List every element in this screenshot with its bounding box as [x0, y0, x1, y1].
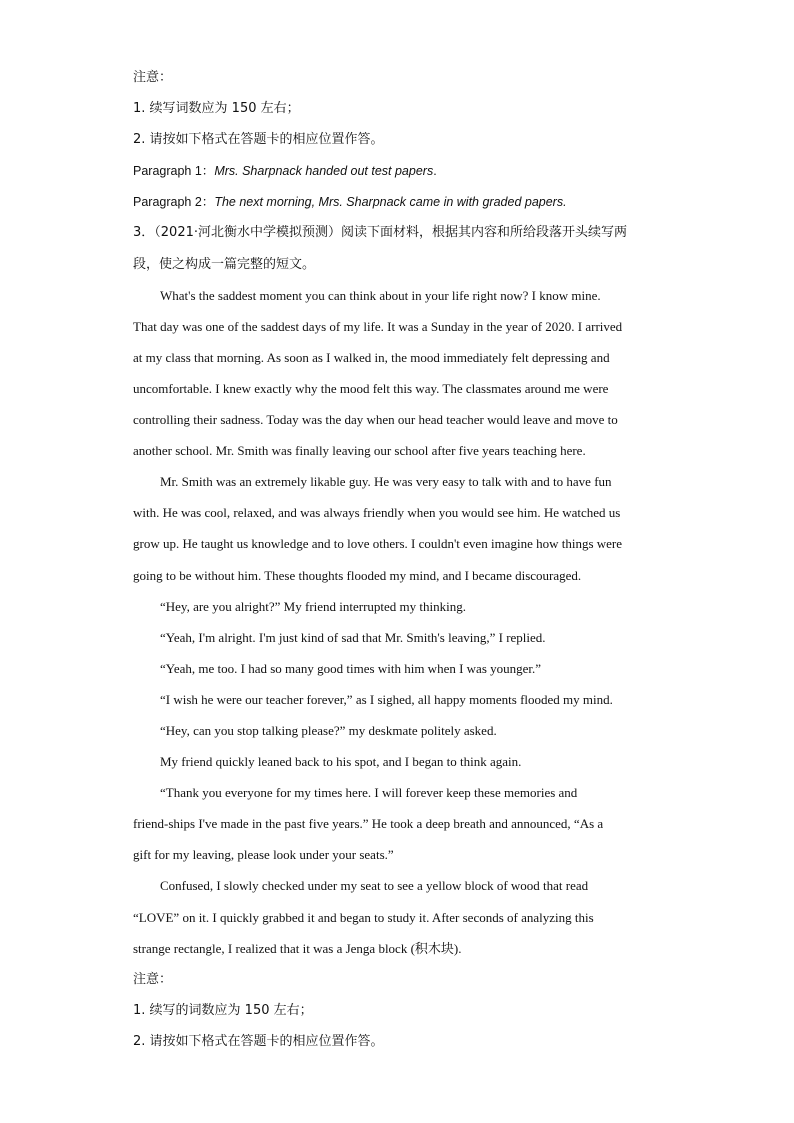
passage-line: What's the saddest moment you can think about in your life right now? I know mine. — [160, 287, 601, 303]
passage-line: “LOVE” on it. I quickly grabbed it and began to study it. After seconds of analyzing this — [133, 909, 594, 925]
question-3-heading-line-2: 段，使之构成一篇完整的短文。 — [133, 256, 316, 272]
passage-line: gift for my leaving, please look under your seats.” — [133, 847, 394, 863]
passage-line: friend-ships I've made in the past five years.” He took a deep breath and announced, “As a — [133, 816, 604, 832]
paragraph-1-end: . — [433, 164, 437, 179]
passage-line: with. He was cool, relaxed, and was always friendly when you would see him. He watched us — [133, 505, 621, 521]
passage-line: going to be without him. These thoughts flooded my mind, and I became discouraged. — [133, 567, 582, 583]
passage-line: “Hey, are you alright?” My friend interrupted my thinking. — [160, 598, 467, 614]
passage-line: Confused, I slowly checked under my seat to see a yellow block of wood that read — [160, 878, 589, 894]
paragraph-2-text: The next morning, Mrs. Sharpnack came in with graded papers. — [214, 195, 567, 210]
passage-line: “Yeah, me too. I had so many good times with him when I was younger.” — [160, 660, 542, 676]
paragraph-2-prompt — [133, 186, 663, 217]
passage-line: “Thank you everyone for my times here. I will forever keep these memories and — [160, 785, 578, 801]
passage-line: My friend quickly leaned back to his spot, and I began to think again. — [160, 754, 522, 770]
passage-line: controlling their sadness. Today was the day when our head teacher would leave and move to — [133, 412, 618, 428]
passage-line: another school. Mr. Smith was finally leaving our school after five years teaching here. — [133, 443, 586, 459]
passage-line: Mr. Smith was an extremely likable guy. He was very easy to talk with and to have fun — [160, 474, 612, 490]
paragraph-1-prompt — [133, 155, 663, 186]
note-title: 注意： — [133, 70, 173, 85]
note-item-word-count: 1. 续写词数应为 150 左右； — [133, 101, 300, 117]
note-item-format: 2. 请按如下格式在答题卡的相应位置作答。 — [133, 1033, 384, 1049]
passage-line: uncomfortable. I knew exactly why the mood felt this way. The classmates around me were — [133, 380, 609, 396]
paragraph-1-text: Mrs. Sharpnack handed out test papers — [214, 164, 434, 179]
passage-line: That day was one of the saddest days of my life. It was a Sunday in the year of 2020. I arrived — [133, 318, 623, 334]
passage-line: strange rectangle, I realized that it was a Jenga block (积木块). — [133, 940, 462, 956]
question-3-heading-line-1: 3．（2021·河北衡水中学模拟预测）阅读下面材料，根据其内容和所给段落开头续写两 — [133, 225, 627, 241]
passage-line: “Yeah, I'm alright. I'm just kind of sad that Mr. Smith's leaving,” I replied. — [160, 629, 546, 645]
passage-line: grow up. He taught us knowledge and to love others. I couldn't even imagine how things were — [133, 536, 623, 552]
note-item-word-count: 1. 续写的词数应为 150 左右； — [133, 1002, 313, 1018]
note-item-format: 2. 请按如下格式在答题卡的相应位置作答。 — [133, 132, 384, 148]
paragraph-2-label: Paragraph 2： — [133, 195, 215, 210]
passage-line: at my class that morning. As soon as I walked in, the mood immediately felt depressing and — [133, 349, 610, 365]
passage-line: “Hey, can you stop talking please?” my deskmate politely asked. — [160, 722, 497, 738]
note-title: 注意： — [133, 971, 173, 987]
document-page — [133, 62, 663, 1057]
paragraph-1-label: Paragraph 1： — [133, 164, 215, 179]
passage-line: “I wish he were our teacher forever,” as I sighed, all happy moments flooded my mind. — [160, 691, 613, 707]
